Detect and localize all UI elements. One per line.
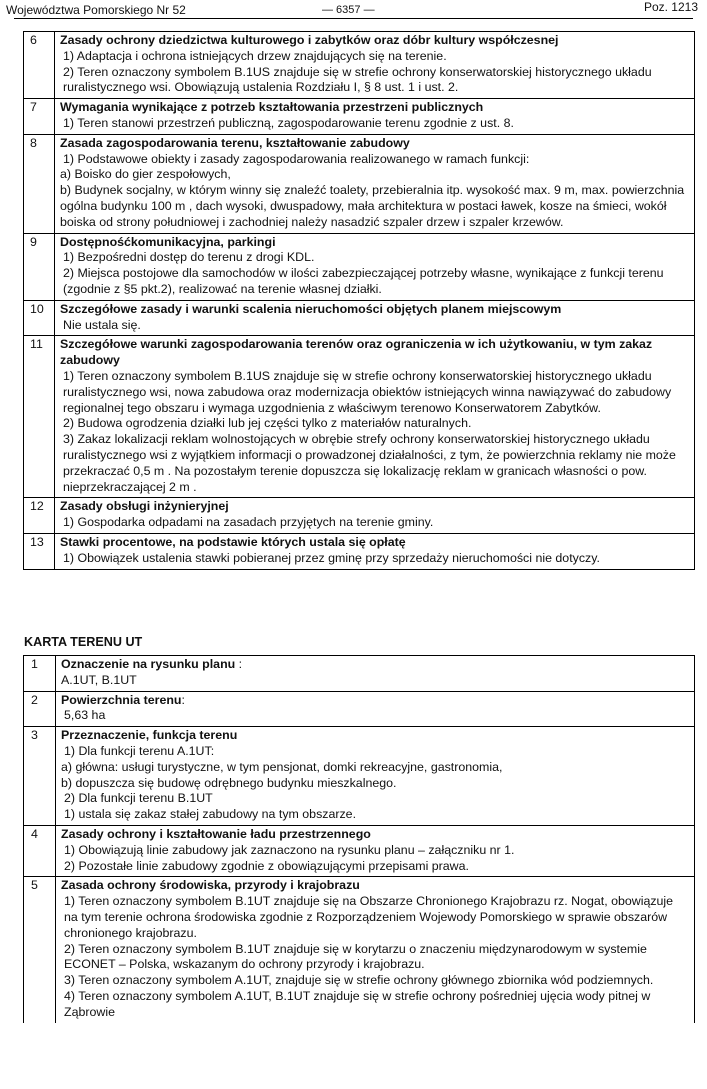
journal-title: Województwa Pomorskiego Nr 52	[6, 3, 186, 17]
row-paragraph: 1) Obowiązują linie zabudowy jak zaznaczono na rysunku planu – załączniku nr 1.	[64, 842, 515, 857]
row-paragraph: 1) Adaptacja i ochrona istniejących drzew znajdujących się na terenie.	[63, 48, 447, 63]
row-paragraph: 1) Bezpośredni dostęp do terenu z drogi KDL.	[63, 250, 315, 265]
row-title: Stawki procentowe, na podstawie których ustala się opłatę	[60, 534, 406, 549]
row-content	[55, 533, 695, 569]
row-number: 8	[24, 134, 55, 233]
row-number: 6	[24, 32, 55, 99]
row-paragraph: 3) Zakaz lokalizacji reklam wolnostojących w obrębie strefy ochrony konserwatorskiej historycznego układu ruralistycznego wsi z wyjątkiem informacji o prowadzonej działalności, z tym, że powierzchnia reklamy nie może przekraczać 0,5 m . Na pozostałym terenie dopuszcza się lokalizację reklam w granicach własności o pow. nieprzekraczającej 2 m .	[63, 432, 676, 494]
table-row	[24, 691, 695, 727]
row-number: 10	[24, 300, 55, 336]
row-paragraph: 1) Podstawowe obiekty i zasady zagospodarowania realizowanego w ramach funkcji:	[63, 151, 530, 166]
table-row	[24, 727, 695, 826]
table-row	[24, 656, 695, 692]
row-paragraph: 5,63 ha	[64, 708, 106, 723]
page-header	[0, 0, 707, 20]
row-number: 9	[24, 233, 55, 300]
row-number: 2	[24, 691, 56, 727]
row-paragraph: 2) Pozostałe linie zabudowy zgodnie z obowiązującymi przepisami prawa.	[64, 858, 469, 873]
row-paragraph: 1) Obowiązek ustalenia stawki pobieranej przez gminę przy sprzedaży nieruchomości nie dotyczy.	[63, 550, 600, 565]
row-content	[56, 656, 695, 692]
row-paragraph: b) Budynek socjalny, w którym winny się znaleźć toalety, przebieralnia itp. wysokość max. 9 m, max. powierzchnia ogólna budynku 100 m , dach wysoki, dwuspadowy, mała architektura w postaci ławek, kosze na śmieci, wokół boiska od strony południowej i zachodniej należy nasadzić szpaler drzew i szpaler krzewów.	[60, 183, 685, 229]
row-number: 13	[24, 533, 55, 569]
row-paragraph: 1) Dla funkcji terenu A.1UT:	[64, 743, 215, 758]
table-row	[24, 825, 695, 876]
header-rule	[14, 18, 693, 19]
table-row	[24, 134, 695, 233]
table-row	[24, 533, 695, 569]
row-paragraph: 1) Teren stanowi przestrzeń publiczną, zagospodarowanie terenu zgodnie z ust. 8.	[63, 115, 514, 130]
row-title: Powierzchnia terenu:	[61, 692, 185, 707]
row-paragraph: 1) ustala się zakaz stałej zabudowy na tym obszarze.	[64, 807, 357, 822]
row-number: 1	[24, 656, 56, 692]
row-title: Zasady obsługi inżynieryjnej	[60, 499, 229, 514]
row-title: Zasady ochrony dziedzictwa kulturowego i zabytków oraz dóbr kultury współczesnej	[60, 33, 559, 47]
row-paragraph: 4) Teren oznaczony symbolem A.1UT, B.1UT znajduje się w strefie ochrony pośredniej ujęcia wody pitnej w Ząbrowie	[64, 988, 651, 1019]
row-paragraph: a) główna: usługi turystyczne, w tym pensjonat, domki rekreacyjne, gastronomia,	[61, 759, 503, 774]
row-paragraph: 2) Budowa ogrodzenia działki lub jej części tylko z materiałów naturalnych.	[63, 416, 472, 431]
row-number: 3	[24, 727, 56, 826]
position-number: Poz. 1213	[643, 0, 698, 14]
row-content	[55, 134, 695, 233]
row-paragraph: a) Boisko do gier zespołowych,	[60, 167, 231, 182]
row-number: 5	[24, 877, 56, 1023]
row-content	[56, 877, 695, 1023]
table-card-us	[23, 31, 695, 570]
row-content	[55, 32, 695, 99]
row-paragraph: 3) Teren oznaczony symbolem A.1UT, znajduje się w strefie ochrony głównego zbiornika wód podziemnych.	[64, 973, 654, 988]
table-row	[24, 877, 695, 1023]
row-number: 4	[24, 825, 56, 876]
row-paragraph: 1) Teren oznaczony symbolem B.1US znajduje się w strefie ochrony konserwatorskiej historycznego układu ruralistycznego wsi, nowa zabudowa oraz modernizacja obiektów istniejących winna nawiązywać do zabudowy regionalnej tego obszaru i wymaga uzgodnienia z właściwym terenowo Konserwatorem Zabytków.	[63, 368, 672, 415]
row-paragraph: Nie ustala się.	[63, 317, 141, 332]
row-content	[55, 233, 695, 300]
row-content	[55, 498, 695, 534]
row-title: Oznaczenie na rysunku planu :	[61, 657, 243, 671]
table-row	[24, 32, 695, 99]
page-number: — 6357 —	[322, 4, 375, 16]
row-title: Przeznaczenie, funkcja terenu	[61, 728, 238, 743]
row-title: Dostępnośćkomunikacyjna, parkingi	[60, 234, 276, 249]
table-card-ut	[23, 655, 695, 1023]
row-title: Szczegółowe zasady i warunki scalenia nieruchomości objętych planem miejscowym	[60, 301, 562, 316]
row-number: 12	[24, 498, 55, 534]
table-row	[24, 233, 695, 300]
row-paragraph: 2) Miejsca postojowe dla samochodów w ilości zabezpieczającej potrzeby własne, wynikające z funkcji terenu (zgodnie z §5 pkt.2), realizować na terenie własnej działki.	[63, 266, 664, 296]
row-content	[56, 825, 695, 876]
row-title: Zasada zagospodarowania terenu, kształtowanie zabudowy	[60, 135, 410, 150]
row-number: 7	[24, 99, 55, 135]
section-title: KARTA TERENU UT	[24, 635, 143, 649]
row-title: Zasady ochrony i kształtowanie ładu przestrzennego	[61, 826, 371, 841]
row-paragraph: 2) Dla funkcji terenu B.1UT	[64, 791, 213, 806]
row-title: Szczegółowe warunki zagospodarowania terenów oraz ograniczenia w ich użytkowaniu, w tym zakaz zabudowy	[60, 337, 653, 368]
row-paragraph: 1) Teren oznaczony symbolem B.1UT znajduje się na Obszarze Chronionego Krajobrazu rz. Nogat, obowiązuje na tym terenie ochrona środowiska zgodnie z Rozporządzeniem Wojewody Pomorskiego w sprawie obszarów chronionego krajobrazu.	[64, 894, 674, 940]
table-row	[24, 498, 695, 534]
table-row	[24, 336, 695, 498]
table-row	[24, 99, 695, 135]
row-content	[55, 300, 695, 336]
row-number: 11	[24, 336, 55, 498]
row-title: Zasada ochrony środowiska, przyrody i krajobrazu	[61, 878, 360, 893]
table-row	[24, 300, 695, 336]
row-content	[56, 691, 695, 727]
row-title: Wymagania wynikające z potrzeb kształtowania przestrzeni publicznych	[60, 100, 484, 115]
row-paragraph: 2) Teren oznaczony symbolem B.1US znajduje się w strefie ochrony konserwatorskiej historycznego układu ruralistycznego wsi. Obowiązują ustalenia Rozdziału I, § 8 ust. 1 i ust. 2.	[63, 64, 652, 95]
row-content	[56, 727, 695, 826]
row-content	[55, 99, 695, 135]
row-paragraph: 2) Teren oznaczony symbolem B.1UT znajduje się w korytarzu o znaczeniu międzynarodowym w systemie ECONET – Polska, wskazanym do ochrony przyrody i krajobrazu.	[64, 941, 647, 972]
row-content	[55, 336, 695, 498]
row-paragraph: 1) Gospodarka odpadami na zasadach przyjętych na terenie gminy.	[63, 515, 434, 530]
row-paragraph: b) dopuszcza się budowę odrębnego budynku mieszkalnego.	[61, 775, 397, 790]
row-paragraph: A.1UT, B.1UT	[61, 672, 137, 687]
